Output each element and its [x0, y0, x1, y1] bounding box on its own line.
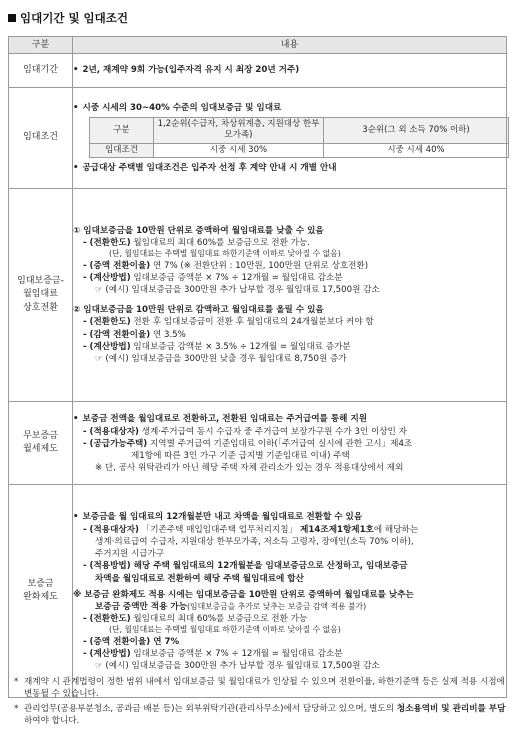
guarantee-bullet: • 보증금을 월 임대료의 12개월분만 내고 차액을 월임대료로 전환할 수 있음 — [73, 511, 506, 523]
label-nodeposit: 무보증금 월세제도 — [9, 402, 73, 485]
condition-bullet-1: • 시중 시세의 30~40% 수준의 임대보증금 및 임대료 — [73, 102, 506, 114]
guarantee-warning: ※ 보증금 완화제도 적용 시에는 임대보증금을 10만원 단위로 증액하여 월임대료를 낮추는 — [73, 589, 414, 600]
label-conversion: 임대보증금- 월임대료 상호전환 — [9, 189, 73, 402]
subtable-h1: 1,2순위(수급자, 차상위계층, 지원대상 한부모가족) — [154, 118, 324, 143]
section-title: 임대기간 및 임대조건 — [8, 10, 128, 26]
conversion-s2-example: ☞ (예시) 임대보증금을 300만원 낮출 경우 월임대료 8,750원 증가 — [95, 353, 347, 364]
row-conversion: 임대보증금- 월임대료 상호전환 ① 임대보증금을 10만원 단위로 증액하여 월임대료를 낮출 수 있음 - (전환한도) 월임대료의 최대 60%를 보증금으로 전환 가능. (단, 월임대료는 주택별 월임대료 하한기준액 이하로 낮아질 수 없음) - (증액 전환이율) 연 7% (※ 전환단위 : 10만원, 100만원 단위로 상호전환) - (계산방법) 임대보증금 증액분 × 7% ÷ 12개월 = 월임대료 감소분 ☞ (예시) 임대보증금을 300만원 추가 납부할 경우 월임대료 17,500원 감소 ② 임대보증금을 10만원 단위로 감액하고 월임대료를 올릴 수 있음 - (전환한도) 전환 후 임대보증금이 전환 후 월임대료의 24개월분보다 커야 함 - (감액 전환이율) 연 3.5% - (계산방법) 임대보증금 감액분 × 3.5% ÷ 12개월 = 월임대료 증가분 ☞ (예시) 임대보증금을 300만원 낮출 경우 월임대료 8,750원 증가 — [9, 189, 507, 402]
row-condition — [9, 88, 507, 189]
subtable-r1: 시중 시세 30% — [154, 143, 324, 157]
rental-conditions-table — [8, 36, 507, 698]
row-guarantee: 보증금 완화제도 • 보증금을 월 임대료의 12개월분만 내고 차액을 월임대료로 전환할 수 있음 - (적용대상자) 「기존주택 매입임대주택 업무처리지침」 제14조제1항제1호에 해당하는 생계·의료급여 수급자, 지원대상 한부모가족, 저소득 고령자, 장애인(소득 70% 이하), 주거지원 시급가구 - (적용방법) 해당 주택 월임대료의 12개월분을 임대보증금으로 산정하고, 임대보증금 차액을 월임대료로 전환하여 해당 주택 월임대료에 합산 ※ 보증금 완화제도 적용 시에는 임대보증금을 10만원 단위로 증액하여 월임대료를 낮추는 보증금 증액만 적용 가능(임대보증금을 추가로 낮추는 보증금 감액 적용 불가) - (전환한도) 월임대료의 최대 60%를 보증금으로 전환 가능 (단, 월임대료는 주택별 월임대료 하한기준액 이하로 낮아질 수 없음) - (증액 전환이율) 연 7% - (계산방법) 임대보증금 증액분 × 7% ÷ 12개월 = 월임대료 감소분 ☞ (예시) 임대보증금을 300만원 추가 납부할 경우 월임대료 17,500원 감소 — [9, 485, 507, 698]
condition-bullet-2: • 공급대상 주택별 임대조건은 입주자 선정 후 계약 안내 시 개별 안내 — [73, 162, 506, 174]
guarantee-example: ☞ (예시) 임대보증금을 300만원 추가 납부할 경우 월임대료 17,500원 감소 — [95, 660, 380, 671]
conversion-s1-title: ① 임대보증금을 10만원 단위로 증액하여 월임대료를 낮출 수 있음 — [73, 226, 324, 237]
footnote-1: * 재계약 시 관계법령이 정한 범위 내에서 임대보증금 및 월임대료가 인상될 수 있으며 전환이율, 하한기준액 등은 실제 적용 시점에 변동될 수 있습니다. — [14, 677, 505, 700]
subtable-h2: 3순위(그 외 소득 70% 이하) — [324, 118, 509, 143]
header-category: 구분 — [9, 37, 73, 54]
label-period: 임대기간 — [9, 54, 73, 88]
header-row — [9, 37, 507, 54]
subtable-h0: 구분 — [90, 118, 154, 143]
square-bullet-icon — [8, 14, 16, 22]
subtable-r0: 임대조건 — [90, 143, 154, 157]
conversion-s2-title: ② 임대보증금을 10만원 단위로 감액하고 월임대료를 올릴 수 있음 — [73, 305, 324, 316]
period-text: • 2년, 재계약 9회 가능(입주자격 유지 시 최장 20년 거주) — [73, 64, 506, 76]
header-content: 내용 — [73, 37, 507, 54]
footnotes — [14, 676, 506, 730]
nodeposit-exclude-note: ※ 단, 공사 위탁관리가 아닌 해당 주택 자체 관리소가 있는 경우 적용대상에서 제외 — [95, 463, 404, 474]
subtable-r2: 시중 시세 40% — [324, 143, 509, 157]
condition-subtable — [89, 117, 509, 157]
conversion-s1-example: ☞ (예시) 임대보증금을 300만원 추가 납부할 경우 월임대료 17,500원 감소 — [95, 285, 380, 296]
row-nodeposit: 무보증금 월세제도 • 보증금 전액을 월임대료로 전환하고, 전환된 임대료는 주거급여를 통해 지원 - (적용대상자) 생계·주거급여 동시 수급자 중 주거급여 보장가구원 수가 3인 이상인 자 - (공급가능주택) 지역별 주거급여 기준임대료 이하(「주거급여 실시에 관한 고시」제4조 제1항에 따른 3인 가구 기준 급지별 기준임대료 이내) 주택 ※ 단, 공사 위탁관리가 아닌 해당 주택 자체 관리소가 있는 경우 적용대상에서 제외 — [9, 402, 507, 485]
label-condition: 임대조건 — [9, 88, 73, 189]
row-period — [9, 54, 507, 88]
footnote-2: * 관리업무(공용부분청소, 공과금 배분 등)는 외부위탁기관(관리사무소)에서 담당하고 있으며, 별도의 청소용역비 및 관리비를 부담하여야 합니다. — [14, 703, 506, 727]
nodeposit-bullet: • 보증금 전액을 월임대료로 전환하고, 전환된 임대료는 주거급여를 통해 지원 — [73, 413, 506, 425]
label-guarantee: 보증금 완화제도 — [9, 485, 73, 698]
